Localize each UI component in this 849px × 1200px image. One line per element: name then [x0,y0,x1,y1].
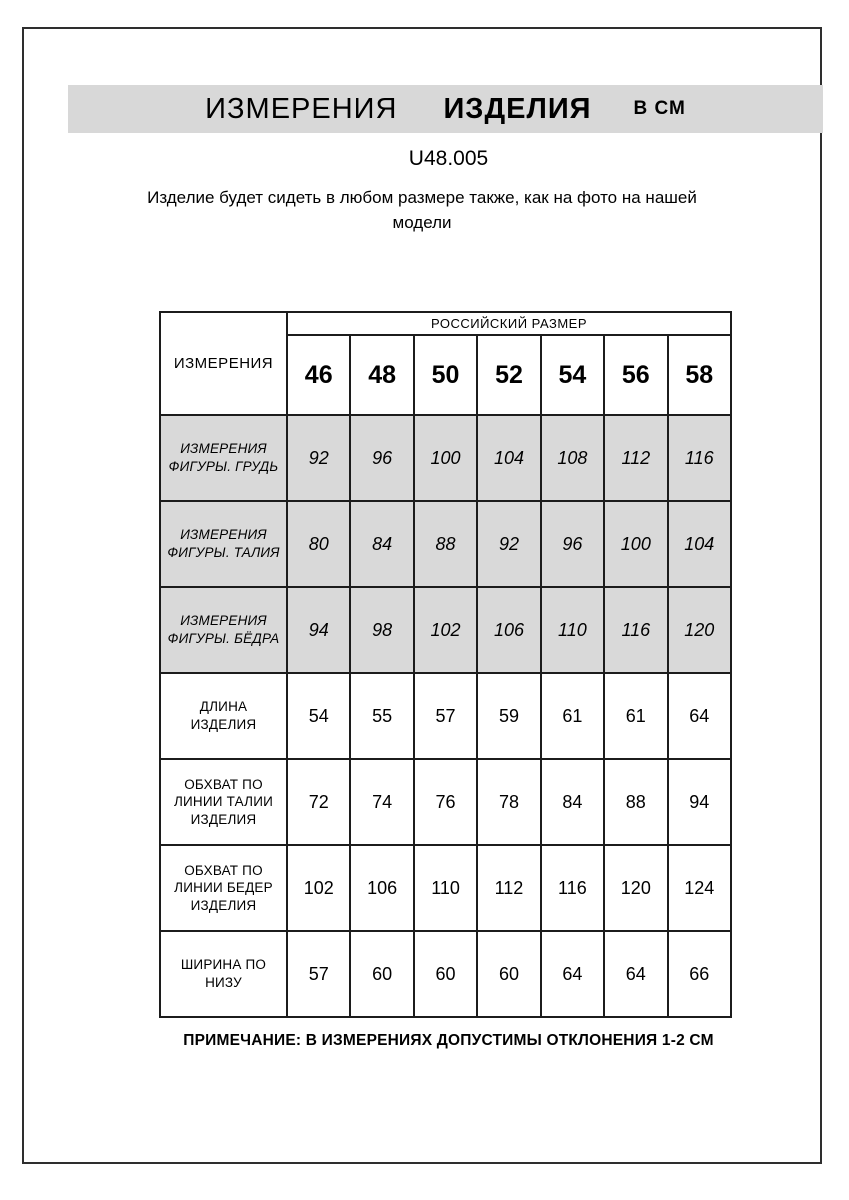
size-column-header: 48 [350,335,413,415]
value-cell: 57 [287,931,350,1017]
table-row-figure-chest [160,415,731,501]
row-label: ДЛИНА ИЗДЕЛИЯ [160,673,287,759]
table-row-figure-hips [160,587,731,673]
value-cell: 94 [668,759,731,845]
value-cell: 102 [287,845,350,931]
value-cell: 59 [477,673,540,759]
value-cell: 104 [477,415,540,501]
size-column-header: 56 [604,335,667,415]
value-cell: 54 [287,673,350,759]
value-cell: 80 [287,501,350,587]
fit-description: Изделие будет сидеть в любом размере также, как на фото на нашей модели [147,188,697,232]
table-row-item-hip-girth [160,845,731,931]
value-cell: 78 [477,759,540,845]
value-cell: 60 [477,931,540,1017]
value-cell: 55 [350,673,413,759]
value-cell: 76 [414,759,477,845]
value-cell: 120 [604,845,667,931]
row-label: ОБХВАТ ПО ЛИНИИ ТАЛИИ ИЗДЕЛИЯ [160,759,287,845]
corner-label-cell: ИЗМЕРЕНИЯ [160,312,287,415]
row-label: ОБХВАТ ПО ЛИНИИ БЕДЕР ИЗДЕЛИЯ [160,845,287,931]
table-row-bottom-width [160,931,731,1017]
value-cell: 96 [350,415,413,501]
value-cell: 112 [604,415,667,501]
value-cell: 84 [541,759,604,845]
measurements-table [159,311,732,1018]
value-cell: 88 [604,759,667,845]
page-border-frame [22,27,822,1164]
value-cell: 106 [477,587,540,673]
value-cell: 124 [668,845,731,931]
table-row-figure-waist [160,501,731,587]
value-cell: 120 [668,587,731,673]
size-column-header: 58 [668,335,731,415]
value-cell: 100 [414,415,477,501]
value-cell: 106 [350,845,413,931]
article-code: U48.005 [408,147,489,170]
row-label: ИЗМЕРЕНИЯ ФИГУРЫ. БЁДРА [160,587,287,673]
title-banner [68,85,823,133]
row-label: ИЗМЕРЕНИЯ ФИГУРЫ. ТАЛИЯ [160,501,287,587]
row-label: ШИРИНА ПО НИЗУ [160,931,287,1017]
value-cell: 64 [604,931,667,1017]
value-cell: 74 [350,759,413,845]
value-cell: 92 [477,501,540,587]
value-cell: 88 [414,501,477,587]
title-word-measurements: ИЗМЕРЕНИЯ [205,92,398,125]
title-units-label: В СМ [633,98,686,119]
value-cell: 94 [287,587,350,673]
value-cell: 61 [604,673,667,759]
size-column-header: 46 [287,335,350,415]
tolerance-note: ПРИМЕЧАНИЕ: В ИЗМЕРЕНИЯХ ДОПУСТИМЫ ОТКЛОНЕНИЯ 1-2 СМ [183,1032,714,1049]
value-cell: 92 [287,415,350,501]
value-cell: 61 [541,673,604,759]
table-row-item-length [160,673,731,759]
value-cell: 110 [541,587,604,673]
size-system-row [160,312,731,335]
value-cell: 104 [668,501,731,587]
value-cell: 96 [541,501,604,587]
size-column-header: 52 [477,335,540,415]
value-cell: 57 [414,673,477,759]
value-cell: 98 [350,587,413,673]
title-word-product: ИЗДЕЛИЯ [443,92,592,125]
value-cell: 60 [414,931,477,1017]
value-cell: 64 [668,673,731,759]
value-cell: 102 [414,587,477,673]
value-cell: 116 [541,845,604,931]
value-cell: 72 [287,759,350,845]
size-system-header: РОССИЙСКИЙ РАЗМЕР [287,312,731,335]
size-column-header: 50 [414,335,477,415]
row-label: ИЗМЕРЕНИЯ ФИГУРЫ. ГРУДЬ [160,415,287,501]
value-cell: 66 [668,931,731,1017]
value-cell: 112 [477,845,540,931]
value-cell: 84 [350,501,413,587]
table-row-item-waist-girth [160,759,731,845]
value-cell: 116 [604,587,667,673]
value-cell: 116 [668,415,731,501]
value-cell: 100 [604,501,667,587]
value-cell: 108 [541,415,604,501]
size-column-header: 54 [541,335,604,415]
value-cell: 64 [541,931,604,1017]
value-cell: 110 [414,845,477,931]
value-cell: 60 [350,931,413,1017]
